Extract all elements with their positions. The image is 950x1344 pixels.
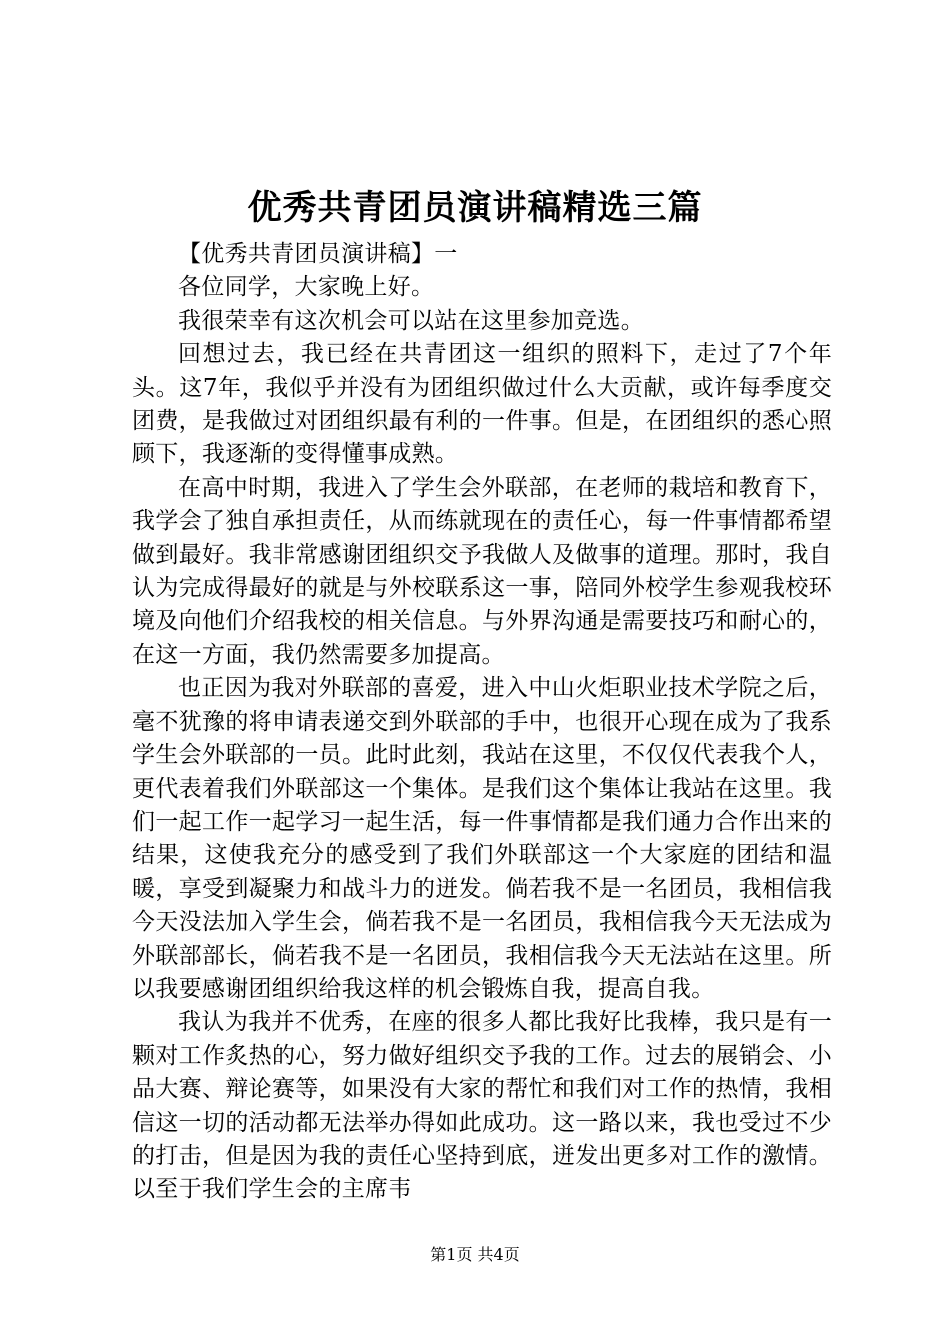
paragraph-greeting: 各位同学，大家晚上好。 xyxy=(178,274,435,301)
paragraph-self-assessment: 我认为我并不优秀，在座的很多人都比我好比我棒，我只是有一颗对工作炙热的心，努力做好组织交予我的工作。过去的展销会、小品大赛、辩论赛等，如果没有大家的帮忙和我们对工作的热情，我相信这一切的活动都无法举办得如此成功。这一路以来，我也受过不少的打击，但是因为我的责任心坚持到底，迸发出更多对工作的激情。以至于我们学生会的主席韦 xyxy=(132,1009,832,1203)
paragraph-college: 也正因为我对外联部的喜爱，进入中山火炬职业技术学院之后，毫不犹豫的将申请表递交到外联部的手中，也很开心现在成为了我系学生会外联部的一员。此时此刻，我站在这里，不仅仅代表我个人，更代表着我们外联部这一个集体。是我们这个集体让我站在这里。我们一起工作一起学习一起生活，每一件事情都是我们通力合作出来的结果，这使我充分的感受到了我们外联部这一个大家庭的团结和温暖，享受到凝聚力和战斗力的迸发。倘若我不是一名团员，我相信我今天没法加入学生会，倘若我不是一名团员，我相信我今天无法成为外联部部长，倘若我不是一名团员，我相信我今天无法站在这里。所以我要感谢团组织给我这样的机会锻炼自我，提高自我。 xyxy=(132,675,832,1002)
page-footer: 第1页 共4页 xyxy=(430,1245,520,1264)
paragraph-intro: 我很荣幸有这次机会可以站在这里参加竞选。 xyxy=(178,307,644,334)
paragraph-high-school: 在高中时期，我进入了学生会外联部，在老师的栽培和教育下，我学会了独自承担责任，从而练就现在的责任心，每一件事情都希望做到最好。我非常感谢团组织交予我做人及做事的道理。那时，我自认为完成得最好的就是与外校联系这一事，陪同外校学生参观我校环境及向他们介绍我校的相关信息。与外界沟通是需要技巧和耐心的，在这一方面，我仍然需要多加提高。 xyxy=(132,474,832,668)
document-title: 优秀共青团员演讲稿精选三篇 xyxy=(247,188,703,228)
paragraph-section-heading: 【优秀共青团员演讲稿】一 xyxy=(178,241,458,267)
document-body xyxy=(132,238,832,1207)
paragraph-past: 回想过去，我已经在共青团这一组织的照料下，走过了7个年头。这7年，我似乎并没有为团组织做过什么大贡献，或许每季度交团费，是我做过对团组织最有利的一件事。但是，在团组织的悉心照顾下，我逐渐的变得懂事成熟。 xyxy=(132,341,832,468)
